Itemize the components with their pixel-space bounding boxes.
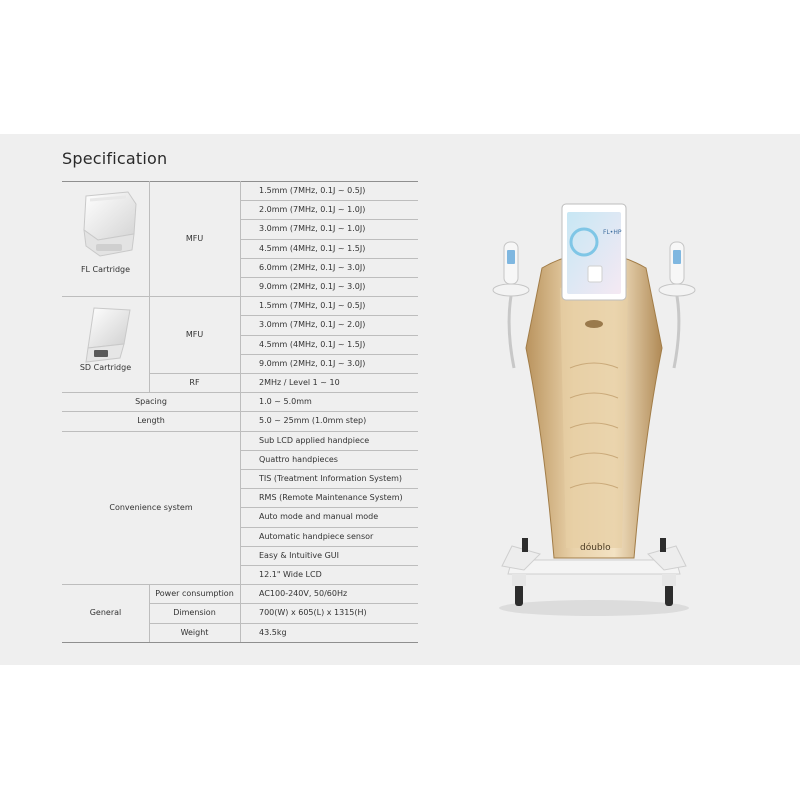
table-rule <box>240 469 418 470</box>
spacing-value: 1.0 ~ 5.0mm <box>259 397 312 407</box>
sd-spec-value: 1.5mm (7MHz, 0.1J ~ 0.5J) <box>259 301 366 311</box>
sd-spec-value: 3.0mm (7MHz, 0.1J ~ 2.0J) <box>259 320 366 330</box>
convenience-value: RMS (Remote Maintenance System) <box>259 493 403 503</box>
table-column-rule <box>149 584 150 642</box>
rf-value: 2MHz / Level 1 ~ 10 <box>259 378 340 388</box>
table-rule <box>240 335 418 336</box>
convenience-value: Auto mode and manual mode <box>259 512 379 522</box>
general-row-value: 700(W) x 605(L) x 1315(H) <box>259 608 367 618</box>
spacing-label: Spacing <box>135 397 167 407</box>
sd-mfu-label: MFU <box>185 329 204 339</box>
convenience-value: 12.1" Wide LCD <box>259 570 322 580</box>
general-row-label: Dimension <box>173 608 216 618</box>
table-rule <box>240 354 418 355</box>
table-rule <box>240 546 418 547</box>
rf-label: RF <box>189 378 200 388</box>
sd-cartridge-image <box>80 304 136 366</box>
right-handpiece <box>659 242 695 368</box>
table-rule <box>240 488 418 489</box>
screen-text: FL•HP <box>603 229 622 236</box>
length-value: 5.0 ~ 25mm (1.0mm step) <box>259 416 367 426</box>
general-row-value: 43.5kg <box>259 628 287 638</box>
sd-cartridge-label: SD Cartridge <box>79 362 132 372</box>
convenience-value: TIS (Treatment Information System) <box>259 474 403 484</box>
brand-logo: dóublo <box>580 543 611 553</box>
convenience-value: Quattro handpieces <box>259 455 338 465</box>
general-row-label: Weight <box>180 628 209 638</box>
table-rule <box>240 277 418 278</box>
left-handpiece <box>493 242 529 368</box>
table-rule <box>149 623 418 624</box>
table-column-rule <box>149 181 150 392</box>
general-label: General <box>89 608 122 618</box>
convenience-value: Automatic handpiece sensor <box>259 532 374 542</box>
convenience-value: Sub LCD applied handpiece <box>259 436 370 446</box>
sd-spec-value: 4.5mm (4MHz, 0.1J ~ 1.5J) <box>259 340 366 350</box>
page-title: Specification <box>62 149 168 168</box>
length-label: Length <box>137 416 165 426</box>
table-rule <box>240 507 418 508</box>
table-rule <box>149 603 418 604</box>
table-rule <box>240 450 418 451</box>
general-row-label: Power consumption <box>155 589 234 599</box>
general-row-value: AC100-240V, 50/60Hz <box>259 589 348 599</box>
device-image <box>484 198 704 618</box>
table-rule <box>240 239 418 240</box>
table-column-rule <box>240 181 241 642</box>
fl-spec-value: 6.0mm (2MHz, 0.1J ~ 3.0J) <box>259 263 366 273</box>
table-rule <box>240 200 418 201</box>
fl-spec-value: 3.0mm (7MHz, 0.1J ~ 1.0J) <box>259 224 366 234</box>
table-rule <box>240 315 418 316</box>
fl-spec-value: 2.0mm (7MHz, 0.1J ~ 1.0J) <box>259 205 366 215</box>
table-rule <box>240 258 418 259</box>
fl-spec-value: 1.5mm (7MHz, 0.1J ~ 0.5J) <box>259 186 366 196</box>
table-rule <box>240 527 418 528</box>
convenience-label: Convenience system <box>109 503 193 513</box>
sd-spec-value: 9.0mm (2MHz, 0.1J ~ 3.0J) <box>259 359 366 369</box>
fl-mfu-label: MFU <box>185 234 204 244</box>
fl-spec-value: 9.0mm (2MHz, 0.1J ~ 3.0J) <box>259 282 366 292</box>
fl-cartridge-image <box>78 190 140 262</box>
table-rule <box>62 642 418 643</box>
table-rule <box>240 565 418 566</box>
fl-spec-value: 4.5mm (4MHz, 0.1J ~ 1.5J) <box>259 244 366 254</box>
table-rule <box>240 219 418 220</box>
fl-cartridge-label: FL Cartridge <box>80 264 131 274</box>
convenience-value: Easy & Intuitive GUI <box>259 551 340 561</box>
